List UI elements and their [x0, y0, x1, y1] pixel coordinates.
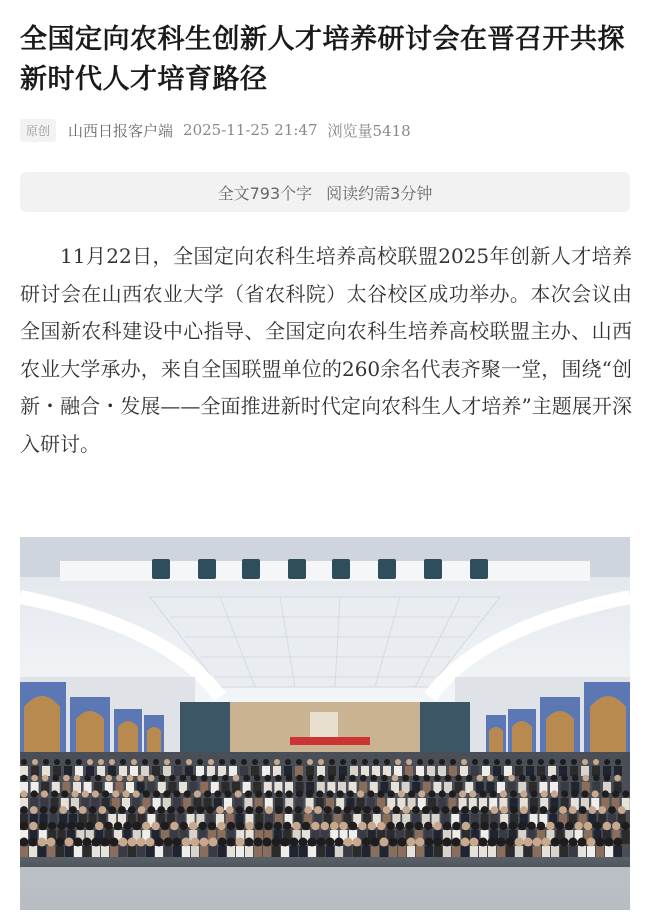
read-time: 阅读约需3分钟: [326, 183, 433, 203]
article-paragraph: 11月22日，全国定向农科生培养高校联盟2025年创新人才培养研讨会在山西农业大学（省农科院）太谷校区成功举办。本次会议由全国新农科建设中心指导、全国定向农科生培养高校联盟主办、山西农业大学承办，来自全国联盟单位的260余名代表齐聚一堂，围绕“创新・融合・发展——全面推进新时代定向农科生人才培养”主题展开深入研讨。: [20, 244, 632, 456]
word-count: 全文793个字: [217, 183, 313, 203]
publish-time: 2025-11-25 21:47: [183, 121, 318, 139]
article-title: 全国定向农科生创新人才培养研讨会在晋召开共探新时代人才培育路径: [20, 24, 625, 95]
article-meta: [20, 117, 411, 143]
original-badge: 原创: [20, 119, 56, 142]
reading-summary-bar: [20, 172, 630, 212]
article-photo[interactable]: [20, 537, 630, 910]
view-count: 浏览量5418: [327, 121, 411, 140]
source-name[interactable]: 山西日报客户端: [68, 121, 174, 140]
group-photo-auditorium-icon: [20, 537, 630, 910]
